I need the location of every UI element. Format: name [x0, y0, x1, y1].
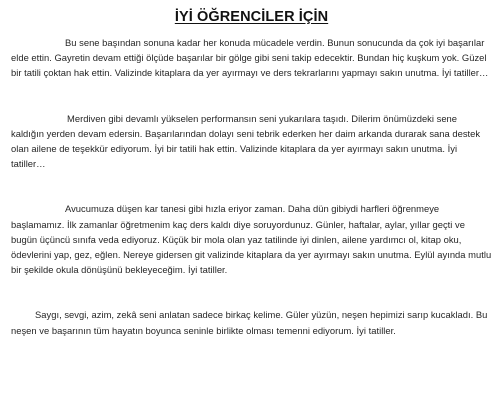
paragraph-text: Avucumuza düşen kar tanesi gibi hızla eriyor zaman. Daha dün gibiydi harfleri öğrenmeye başlamamız. İlk zamanlar öğretmenim kaç ders kaldı diye soruyordunuz. Günler, haftalar, aylar, yıllar geçti ve bugün üçüncü sınıfa veda ediyoruz. Küçük bir mola olan yaz tatilinde iyi dinlen, ailene yardımcı ol, kitap oku, ödevlerini yap, gez, eğlen. Nereye gidersen git valizinde kitaplara da yer ayırmayı sakın unutma. Eylül ayında mutlu bir şekilde okula dönüşünü bekleyeceğim. İyi tatiller. — [11, 203, 492, 276]
paragraph — [11, 307, 492, 337]
paragraph — [11, 35, 492, 81]
paragraph — [11, 201, 492, 277]
paragraph — [11, 111, 492, 172]
paragraph-text: Saygı, sevgi, azim, zekâ seni anlatan sadece birkaç kelime. Güler yüzün, neşen hepimizi sarıp kucakladı. Bu neşen ve başarının tüm hayatın boyunca seninle birlikte olması temenni ediyorum. İyi tatiller. — [11, 309, 488, 336]
document-title: İYİ ÖĞRENCİLER İÇİN — [174, 9, 329, 25]
paragraph-text: Merdiven gibi devamlı yükselen performansın seni yukarılara taşıdı. Dilerim önümüzdeki sene kaldığın yerden devam edersin. Başarılarından dolayı seni tebrik ederken her daim arkanda durarak sana destek olan ailene de teşekkür ediyorum. İyi bir tatili hak ettin. Valizinde kitaplara da yer ayırmayı sakın unutma. İyi tatiller… — [11, 112, 481, 170]
paragraph-text: Bu sene başından sonuna kadar her konuda mücadele verdin. Bunun sonucunda da çok iyi başarılar elde ettin. Gayretin devam ettiği ölçüde başarılar bir gölge gibi seni takip edecektir. Bundan hiç kuşkum yok. Güzel bir tatili çoktan hak ettin. Valizinde kitaplara da yer ayırmayı ve ders tekrarlarını yapmayı sakın unutma. İyi tatiller… — [11, 37, 489, 79]
